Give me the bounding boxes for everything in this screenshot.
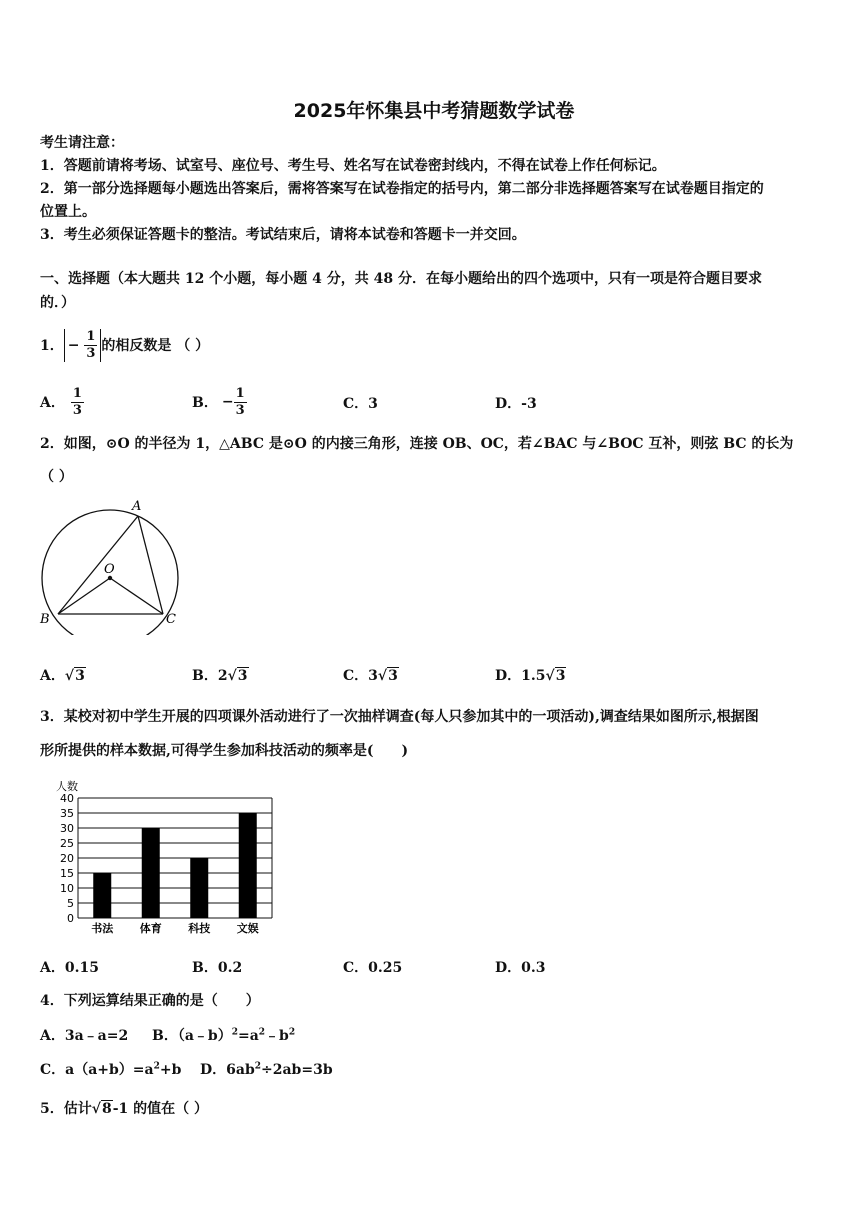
bar-3 xyxy=(190,858,208,918)
q1-absolute-value xyxy=(64,329,102,362)
q4-c-sup: 2 xyxy=(153,1061,160,1072)
q4-b-sup: 2 xyxy=(231,1027,238,1038)
q2-option-d xyxy=(495,665,566,685)
label-a: A xyxy=(132,499,142,514)
q4-b-pre: B．（a﹣b） xyxy=(152,1028,232,1044)
q1-opt-a-den: 3 xyxy=(72,402,82,418)
q3-option-d: D．0.3 xyxy=(495,960,546,976)
question-5 xyxy=(40,1098,208,1118)
q1-option-a xyxy=(40,380,84,424)
q2-opt-b-label: B．2 xyxy=(192,668,228,684)
q4-option-b xyxy=(152,1025,295,1045)
chart-y-label: 人数 xyxy=(56,780,78,793)
q2-option-c xyxy=(343,665,399,685)
q1-number: 1． xyxy=(40,338,64,354)
q2-opt-a-rad: 3 xyxy=(75,668,85,684)
q4-b-sup3: 2 xyxy=(288,1027,296,1038)
question-3-cont: 形所提供的样本数据,可得学生参加科技活动的频率是( ) xyxy=(40,743,409,759)
q2-opt-a-sqrt: √3 xyxy=(64,668,85,684)
q1-opt-a-num: 1 xyxy=(72,385,82,401)
y-tick-label: 10 xyxy=(60,882,74,895)
notice-item-3: 3．考生必须保证答题卡的整洁。考试结束后，请将本试卷和答题卡一并交回。 xyxy=(40,227,526,243)
q1-opt-b-num: 1 xyxy=(235,385,245,401)
q5-post: -1 的值在（ ） xyxy=(112,1101,209,1117)
circle-diagram xyxy=(36,495,196,635)
y-tick-label: 35 xyxy=(60,807,74,820)
question-1 xyxy=(40,322,209,368)
q4-c-pre: C．a（a+b）=a xyxy=(40,1062,154,1078)
q1-opt-a-fraction xyxy=(71,386,84,419)
q2-opt-c-sqrt: √3 xyxy=(377,668,398,684)
x-tick-label: 科技 xyxy=(188,922,211,935)
q1-option-b xyxy=(192,380,247,424)
bar-2 xyxy=(142,828,160,918)
y-tick-label: 0 xyxy=(67,912,74,925)
q1-minus: − xyxy=(67,337,80,353)
q3-option-c: C．0.25 xyxy=(343,960,403,976)
q1-opt-b-minus: − xyxy=(221,394,234,410)
section-heading-cont: 的．） xyxy=(40,295,75,311)
q2-opt-d-sqrt: √3 xyxy=(545,668,566,684)
q5-sqrt: √8 xyxy=(91,1101,112,1117)
q1-option-c: C．3 xyxy=(343,396,378,412)
q3-option-a: A．0.15 xyxy=(40,960,99,976)
y-tick-label: 20 xyxy=(60,852,74,865)
q2-opt-b-sqrt: √3 xyxy=(227,668,248,684)
question-2: 2．如图，⊙O 的半径为 1，△ABC 是⊙O 的内接三角形，连接 OB、OC，若∠BAC 与∠BOC 互补，则弦 BC 的长为 xyxy=(40,436,794,452)
q4-b-sup2: 2 xyxy=(258,1027,266,1038)
bar-1 xyxy=(93,873,111,918)
q4-b-post: ﹣b xyxy=(265,1028,289,1044)
q2-opt-c-label: C．3 xyxy=(343,668,378,684)
q4-option-a: A．3a﹣a=2 xyxy=(40,1028,129,1044)
label-c: C xyxy=(166,612,176,627)
q1-text: 的相反数是 （ ） xyxy=(101,338,210,354)
q4-option-c xyxy=(40,1059,181,1079)
q1-option-d: D．-3 xyxy=(495,396,537,412)
q2-opt-d-label: D．1.5 xyxy=(495,668,546,684)
y-tick-label: 40 xyxy=(60,792,74,805)
x-tick-label: 文娱 xyxy=(236,922,259,935)
x-tick-label: 书法 xyxy=(91,922,114,935)
question-2-cont: （ ） xyxy=(40,469,73,485)
notice-heading: 考生请注意： xyxy=(40,135,124,151)
label-o: O xyxy=(104,562,115,577)
q1-opt-b-den: 3 xyxy=(235,402,245,418)
page-title: 2025年怀集县中考猜题数学试卷 xyxy=(293,100,575,122)
y-tick-label: 15 xyxy=(60,867,74,880)
x-tick-label: 体育 xyxy=(139,922,162,935)
q4-b-mid: =a xyxy=(237,1028,259,1044)
radius-ob xyxy=(58,578,110,614)
q4-d-sup: 2 xyxy=(254,1061,262,1072)
q5-pre: 5．估计 xyxy=(40,1101,92,1117)
q5-rad: 8 xyxy=(101,1101,112,1117)
section-heading: 一、选择题（本大题共 12 个小题，每小题 4 分，共 48 分．在每小题给出的四个选项中，只有一项是符合题目要求 xyxy=(40,271,762,287)
q3-option-b: B．0.2 xyxy=(192,960,243,976)
q2-opt-c-rad: 3 xyxy=(388,668,398,684)
q1-opt-a-label: A． xyxy=(40,395,65,411)
question-3: 3．某校对初中学生开展的四项课外活动进行了一次抽样调查(每人只参加其中的一项活动),调查结果如图所示,根据图 xyxy=(40,709,759,725)
q1-opt-b-fraction xyxy=(234,386,247,419)
y-tick-label: 5 xyxy=(67,897,74,910)
q1-frac-den: 3 xyxy=(86,345,96,361)
q2-option-b xyxy=(192,665,249,685)
q1-fraction xyxy=(84,329,97,362)
q1-opt-b-label: B． xyxy=(192,395,218,411)
q4-c-post: +b xyxy=(159,1062,182,1078)
notice-item-2: 2．第一部分选择题每小题选出答案后，需将答案写在试卷指定的括号内，第二部分非选择题答案写在试卷题目指定的 xyxy=(40,181,764,197)
q2-option-a xyxy=(40,665,86,685)
chord-ab xyxy=(58,516,138,614)
chart-y-ticks xyxy=(60,792,74,925)
bar-chart xyxy=(40,774,290,944)
q4-option-d xyxy=(200,1059,333,1079)
label-b: B xyxy=(40,612,50,627)
question-4: 4．下列运算结果正确的是（ ） xyxy=(40,993,260,1009)
bar-4 xyxy=(239,813,257,918)
q1-frac-num: 1 xyxy=(86,328,96,344)
notice-item-1: 1．答题前请将考场、试室号、座位号、考生号、姓名写在试卷密封线内，不得在试卷上作任何标记。 xyxy=(40,158,666,174)
q4-d-pre: D．6ab xyxy=(200,1062,255,1078)
q2-opt-d-rad: 3 xyxy=(555,668,566,684)
notice-item-2-cont: 位置上。 xyxy=(40,204,96,220)
y-tick-label: 25 xyxy=(60,837,74,850)
q2-opt-b-rad: 3 xyxy=(237,668,248,684)
q4-d-post: ÷2ab=3b xyxy=(261,1062,333,1078)
q2-opt-a-label: A． xyxy=(40,668,65,684)
y-tick-label: 30 xyxy=(60,822,74,835)
chart-x-ticks xyxy=(91,921,259,935)
chart-bars xyxy=(93,813,257,918)
